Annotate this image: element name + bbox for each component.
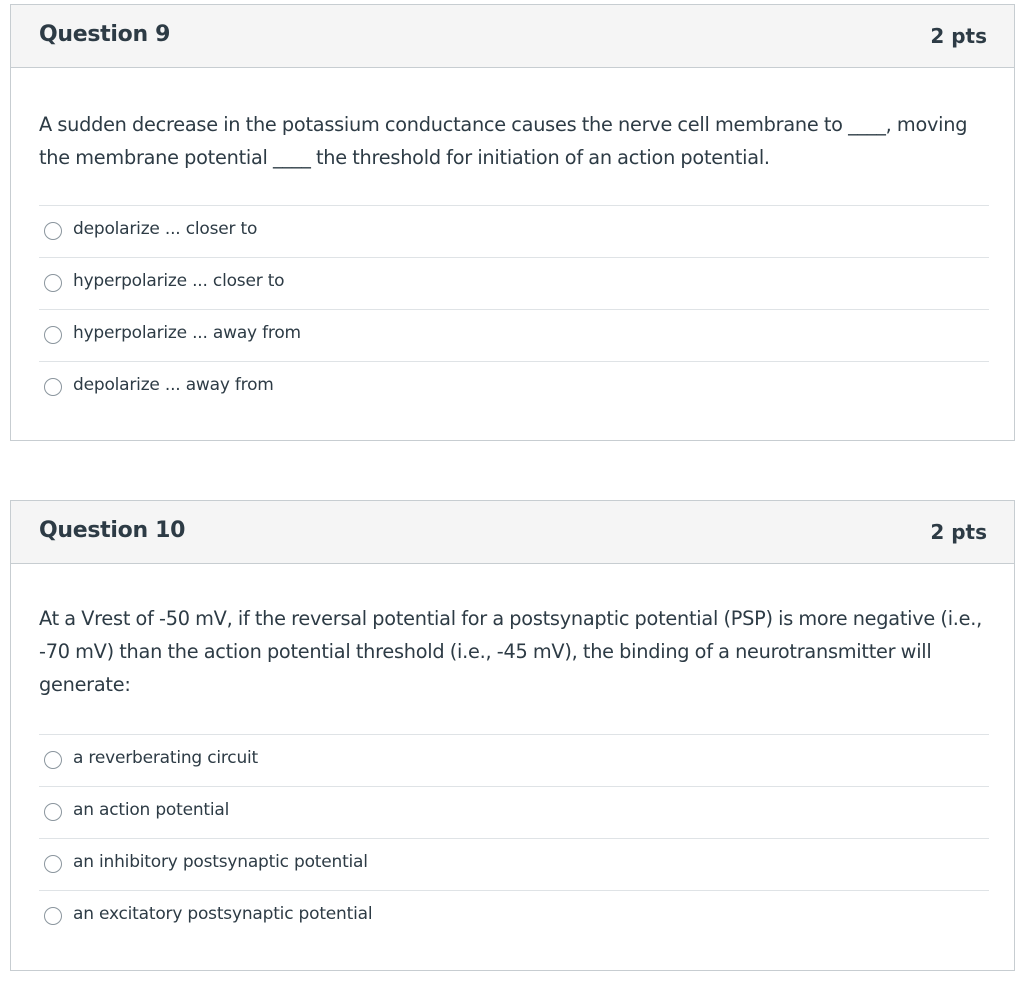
radio-button[interactable] [44, 378, 62, 396]
question-title: Question 10 [39, 518, 186, 543]
radio-button[interactable] [44, 907, 62, 925]
answer-label[interactable]: depolarize ... away from [73, 375, 274, 395]
radio-button[interactable] [44, 855, 62, 873]
question-points: 2 pts [930, 520, 987, 544]
question-text: A sudden decrease in the potassium conductance causes the nerve cell membrane to ____, moving the membrane potential ____ the threshold for initiation of an action potential. [39, 113, 968, 169]
answer-option[interactable] [39, 205, 989, 257]
question-title: Question 9 [39, 22, 171, 47]
answer-option[interactable] [39, 361, 989, 413]
question-points: 2 pts [930, 24, 987, 48]
question-header [11, 501, 1014, 564]
answer-option[interactable] [39, 838, 989, 890]
answer-list [39, 205, 989, 413]
radio-button[interactable] [44, 751, 62, 769]
answer-label[interactable]: hyperpolarize ... away from [73, 323, 301, 343]
question-9-card [10, 4, 1015, 441]
answer-list [39, 734, 989, 942]
answer-option[interactable] [39, 734, 989, 786]
radio-button[interactable] [44, 803, 62, 821]
answer-label[interactable]: hyperpolarize ... closer to [73, 271, 285, 291]
question-header [11, 5, 1014, 68]
answer-option[interactable] [39, 786, 989, 838]
radio-button[interactable] [44, 326, 62, 344]
answer-label[interactable]: an action potential [73, 800, 230, 820]
answer-option[interactable] [39, 309, 989, 361]
answer-option[interactable] [39, 257, 989, 309]
question-10-card [10, 500, 1015, 971]
answer-label[interactable]: an excitatory postsynaptic potential [73, 904, 373, 924]
question-text: At a Vrest of -50 mV, if the reversal potential for a postsynaptic potential (PSP) is more negative (i.e., -70 mV) than the action potential threshold (i.e., -45 mV), the binding of a neurotransmitter will generate: [39, 607, 983, 696]
answer-option[interactable] [39, 890, 989, 942]
answer-label[interactable]: depolarize ... closer to [73, 219, 258, 239]
answer-label[interactable]: a reverberating circuit [73, 748, 259, 768]
answer-label[interactable]: an inhibitory postsynaptic potential [73, 852, 368, 872]
radio-button[interactable] [44, 274, 62, 292]
radio-button[interactable] [44, 222, 62, 240]
